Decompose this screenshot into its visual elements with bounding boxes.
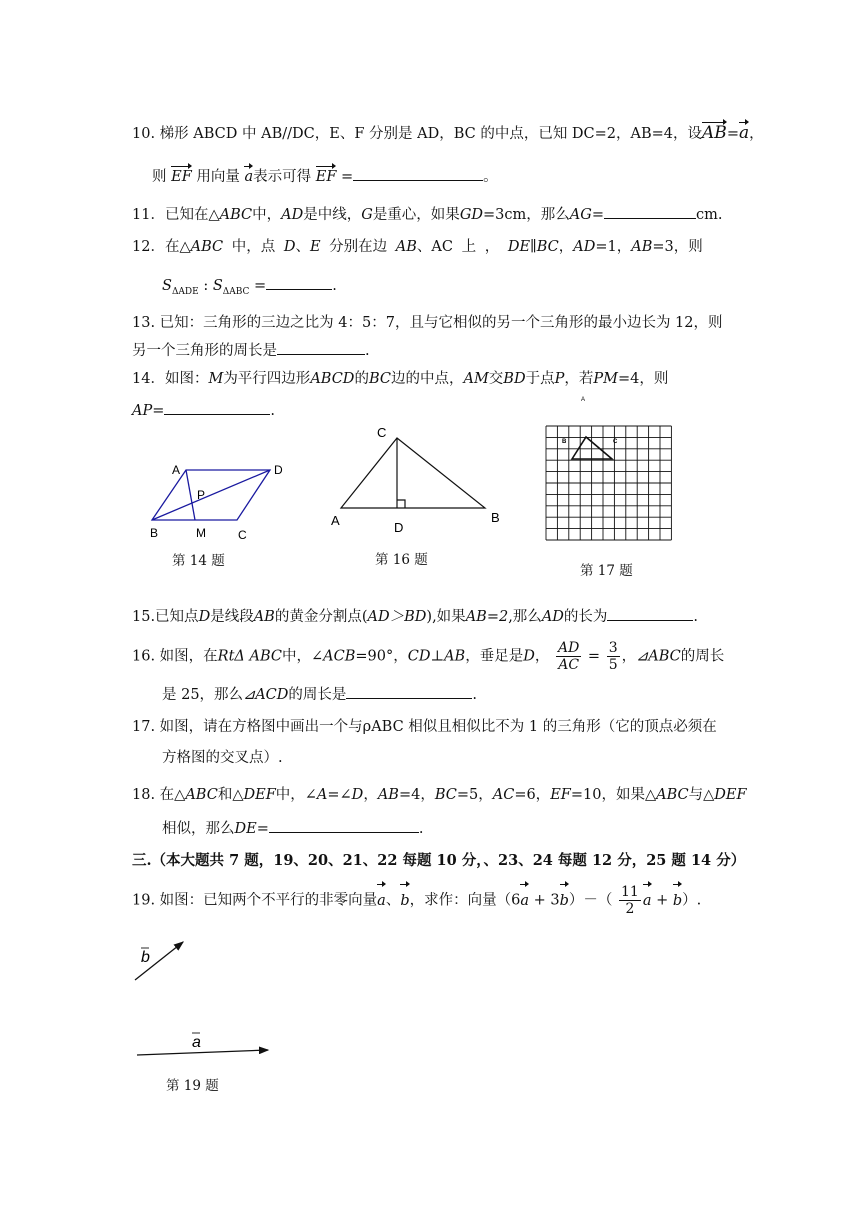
coefficient: 6 <box>511 892 521 909</box>
q13-line2 <box>132 340 370 360</box>
parallelogram-name: ABCD <box>310 371 355 387</box>
vector-ab: AB <box>702 123 727 143</box>
triangle-acd: ⊿ACD <box>243 687 289 703</box>
area-subscript: ΔABC <box>222 286 250 297</box>
answer-blank-q16[interactable] <box>346 684 472 699</box>
q10-text-use-vector: 用向量 <box>196 169 240 185</box>
triangle-name: ABC <box>190 239 224 255</box>
figure-14-parallelogram <box>140 455 300 545</box>
q17-text: 17. 如图，请在方格图中画出一个与ρABC 相似且相似比不为 1 的三角形（它的顶点必须在 <box>132 719 717 735</box>
vector-a-arrow <box>137 1050 268 1055</box>
label-m: M <box>196 526 206 540</box>
q15-text: ),如果 <box>426 609 466 625</box>
q14-text: =4，则 <box>617 371 669 387</box>
q14-text: 为平行四边形 <box>223 371 311 387</box>
figure-16-triangle <box>325 422 510 542</box>
vector-a: a <box>643 886 652 916</box>
q18-text: =10，如果△ <box>570 787 657 803</box>
segment-bd: BD <box>503 371 526 387</box>
q15-text: 的黄金分割点( <box>274 609 368 625</box>
separator: 、 <box>385 892 401 909</box>
area-symbol: S <box>162 278 172 294</box>
given-length: AB=2 <box>465 609 509 625</box>
q15-text: 15.已知点 <box>132 609 199 625</box>
q14-line1 <box>132 370 668 388</box>
triangle-def: DEF <box>714 787 747 803</box>
unit-cm: cm. <box>696 207 723 223</box>
fraction-denominator: AC <box>558 657 580 673</box>
q12-text: 、 <box>295 239 310 255</box>
triangle-def: DEF <box>243 787 276 803</box>
q12-line2 <box>162 275 337 301</box>
segment-am <box>186 470 195 520</box>
q11-text: =3cm，那么 <box>483 207 570 223</box>
figure-19-vectors <box>125 935 285 1065</box>
q18-line2 <box>162 818 423 838</box>
q18-text: =5， <box>456 787 493 803</box>
q19-text: ）. <box>682 892 702 909</box>
section-3-heading: 三.（本大题共 7 题，19、20、21、22 每题 10 分，、23、24 每题 12 分，25 题 14 分） <box>132 852 746 869</box>
q17-text: 方格图的交叉点）. <box>162 750 283 766</box>
area-symbol: S <box>212 278 223 294</box>
q13-line1 <box>132 314 723 332</box>
q14-text: 交 <box>488 371 504 387</box>
q15-text: 是线段 <box>210 609 254 625</box>
label-p: P <box>197 488 206 502</box>
fraction-ad-ac <box>556 640 581 673</box>
q18-text: 和△ <box>217 787 244 803</box>
q17-line2 <box>162 749 283 767</box>
label-b: B <box>150 526 159 540</box>
period: . <box>418 821 424 837</box>
period: . <box>365 343 370 359</box>
caption-fig19: 第 19 题 <box>166 1078 219 1094</box>
label-c: C <box>238 528 247 542</box>
segment-ad: AD <box>541 609 564 625</box>
plus-sign: + <box>651 892 673 909</box>
point-m: M <box>208 371 224 387</box>
q11-text: 是重心，如果 <box>372 207 460 223</box>
q12-text: 12．在△ <box>132 239 191 255</box>
segment-bc: BC <box>368 371 391 387</box>
segment-am: AM <box>463 371 489 387</box>
q16-text: 的周长是 <box>288 687 347 703</box>
label-b: B <box>491 510 500 525</box>
vector-a: a <box>377 886 386 916</box>
equals-sign: = <box>587 648 601 665</box>
answer-blank-q18[interactable] <box>269 818 419 833</box>
q12-text: 分别在边 <box>329 239 388 255</box>
q16-text: 的周长 <box>680 648 725 665</box>
q15-text: 的长为 <box>563 609 608 625</box>
point-d: D <box>283 239 296 255</box>
segment-ab: AB <box>395 239 417 255</box>
segment-ap: AP <box>132 403 153 419</box>
equals-sign: = <box>256 821 269 837</box>
q19-text: 19. 如图：已知两个不平行的非零向量 <box>132 892 378 909</box>
q10-line1 <box>132 124 764 143</box>
point-d: D <box>523 648 535 665</box>
answer-blank-q11[interactable] <box>604 204 696 219</box>
label-c: C <box>613 439 618 445</box>
fraction-numerator: AD <box>557 640 580 656</box>
q19-text: ）－（ <box>568 892 613 909</box>
label-c: C <box>377 425 387 440</box>
q10-text-express: 表示可得 <box>253 169 312 185</box>
q10-text-then: 则 <box>152 169 167 185</box>
period: . <box>472 687 478 703</box>
vector-a: a <box>520 886 529 916</box>
comma: ， <box>749 126 764 142</box>
q19-line <box>132 884 701 917</box>
q14-text: 14．如图： <box>132 371 209 387</box>
q16-text: ，垂足是 <box>465 648 524 665</box>
angle-condition: ∠A=∠D <box>304 787 364 803</box>
plus-coefficient: + 3 <box>529 892 560 909</box>
period: . <box>693 609 699 625</box>
segment-de: DE <box>234 821 257 837</box>
point-g: G <box>361 207 373 223</box>
triangle-abc: ABC <box>656 787 689 803</box>
q13-text: 13. 已知：三角形的三边之比为 4：5：7，且与它相似的另一个三角形的最小边长为 12，则 <box>132 315 723 331</box>
label-a: A <box>581 397 586 403</box>
segment-ad: AD <box>281 207 304 223</box>
q15-line <box>132 606 698 626</box>
q14-text: 的 <box>354 371 369 387</box>
point-e: E <box>309 239 321 255</box>
condition: AD＞BD <box>367 609 427 625</box>
vector-a-ref: a <box>244 169 254 185</box>
q17-line1 <box>132 718 717 736</box>
q18-text: 18. 在△ <box>132 787 186 803</box>
triangle-abc <box>341 438 485 508</box>
segment-ab: AB <box>253 609 275 625</box>
q10-text: 10. 梯形 ABCD 中 AB//DC，E、F 分别是 AD，BC 的中点，已知 DC=2，AB=4，设 <box>132 126 703 142</box>
label-a: A <box>172 463 181 477</box>
right-triangle-name: RtΔ ABC <box>217 648 282 665</box>
segment-ag: AG <box>569 207 592 223</box>
period: . <box>270 403 275 419</box>
q12-text: =1， <box>595 239 632 255</box>
point-d: D <box>198 609 211 625</box>
q14-text: 边的中点， <box>390 371 464 387</box>
segment-pm: PM <box>593 371 618 387</box>
label-b: B <box>562 439 567 445</box>
equals-sign: = <box>152 403 165 419</box>
q12-text: =3，则 <box>652 239 703 255</box>
answer-blank-q15[interactable] <box>607 606 693 621</box>
triangle-abc: ⊿ABC <box>636 648 681 665</box>
period: . <box>332 278 337 294</box>
right-angle-mark <box>397 500 405 508</box>
triangle-name: ABC <box>219 207 253 223</box>
perpendicular-condition: CD⊥AB <box>407 648 466 665</box>
q14-line2 <box>132 400 275 420</box>
q11-text: 中， <box>252 207 282 223</box>
q18-text: =4， <box>398 787 435 803</box>
q18-text: 与△ <box>688 787 715 803</box>
q11-text: 11．已知在△ <box>132 207 220 223</box>
fraction-11-2 <box>619 884 641 917</box>
figure-17-grid <box>540 392 682 542</box>
q18-text: ， <box>363 787 378 803</box>
q12-text: 中，点 <box>231 239 276 255</box>
q12-text: 、AC 上 ， <box>416 239 500 255</box>
q16-text: 16. 如图，在 <box>132 648 218 665</box>
q16-line1 <box>132 640 724 673</box>
q14-text: ，若 <box>564 371 594 387</box>
fraction-numerator: 3 <box>608 640 618 656</box>
caption-fig16: 第 16 题 <box>375 552 428 568</box>
segment-ab: AB <box>377 787 399 803</box>
vector-a: a <box>738 123 750 143</box>
q16-line2 <box>162 684 477 704</box>
q18-line1 <box>132 786 747 804</box>
q14-text: 于点 <box>525 371 555 387</box>
angle-value: 90° <box>367 648 394 665</box>
vector-ef-answer: EF <box>315 169 337 185</box>
q12-line1 <box>132 238 703 256</box>
equals-sign: = <box>591 207 604 223</box>
vector-b-label: b <box>141 949 150 966</box>
segment-ef: EF <box>550 787 571 803</box>
answer-blank-q13[interactable] <box>277 340 365 355</box>
segment-ad: AD <box>573 239 596 255</box>
segment-gd: GD <box>459 207 484 223</box>
ratio-colon: : <box>198 278 213 294</box>
q18-text: =6， <box>514 787 551 803</box>
q16-text: ， <box>393 648 408 665</box>
parallel-condition: DE∥BC <box>507 239 559 255</box>
angle-acb: ∠ACB= <box>311 648 368 665</box>
point-p: P <box>554 371 565 387</box>
q10-line2 <box>152 166 498 186</box>
label-a: A <box>331 513 340 528</box>
equals-sign: = <box>726 126 739 142</box>
q16-text: ， <box>534 648 550 665</box>
label-d: D <box>394 520 404 535</box>
caption-fig14: 第 14 题 <box>172 553 225 569</box>
period: 。 <box>483 169 498 185</box>
vector-b: b <box>400 886 409 916</box>
segment-ac: AC <box>492 787 515 803</box>
q16-text: 中， <box>282 648 311 665</box>
q11-line <box>132 204 722 224</box>
fraction-3-5 <box>607 640 620 673</box>
label-d: D <box>274 463 283 477</box>
fraction-numerator: 11 <box>621 884 639 900</box>
vector-a-label: a <box>192 1034 201 1051</box>
equals-sign: = <box>249 278 267 294</box>
vector-b: b <box>560 886 569 916</box>
q12-text: ， <box>558 239 574 255</box>
q16-text: ， <box>621 648 637 665</box>
q15-text: ,那么 <box>508 609 542 625</box>
q18-text: 中， <box>275 787 305 803</box>
q11-text: 是中线， <box>303 207 362 223</box>
area-subscript: ΔADE <box>171 286 199 297</box>
fraction-denominator: 5 <box>608 657 618 673</box>
caption-fig17: 第 17 题 <box>580 563 633 579</box>
triangle-abc: ABC <box>185 787 218 803</box>
vector-b: b <box>673 886 682 916</box>
answer-blank-q10[interactable] <box>353 166 483 181</box>
q16-text: 是 25，那么 <box>162 687 244 703</box>
segment-ab: AB <box>631 239 653 255</box>
q19-text: ，求作：向量（ <box>409 892 512 909</box>
answer-blank-q14[interactable] <box>164 400 270 415</box>
q13-text: 另一个三角形的周长是 <box>132 343 277 359</box>
vector-ef: EF <box>171 169 192 185</box>
equals-sign: = <box>341 169 354 185</box>
fraction-denominator: 2 <box>625 901 635 917</box>
segment-bc: BC <box>434 787 457 803</box>
answer-blank-q12[interactable] <box>266 275 332 290</box>
q18-text: 相似，那么 <box>162 821 235 837</box>
